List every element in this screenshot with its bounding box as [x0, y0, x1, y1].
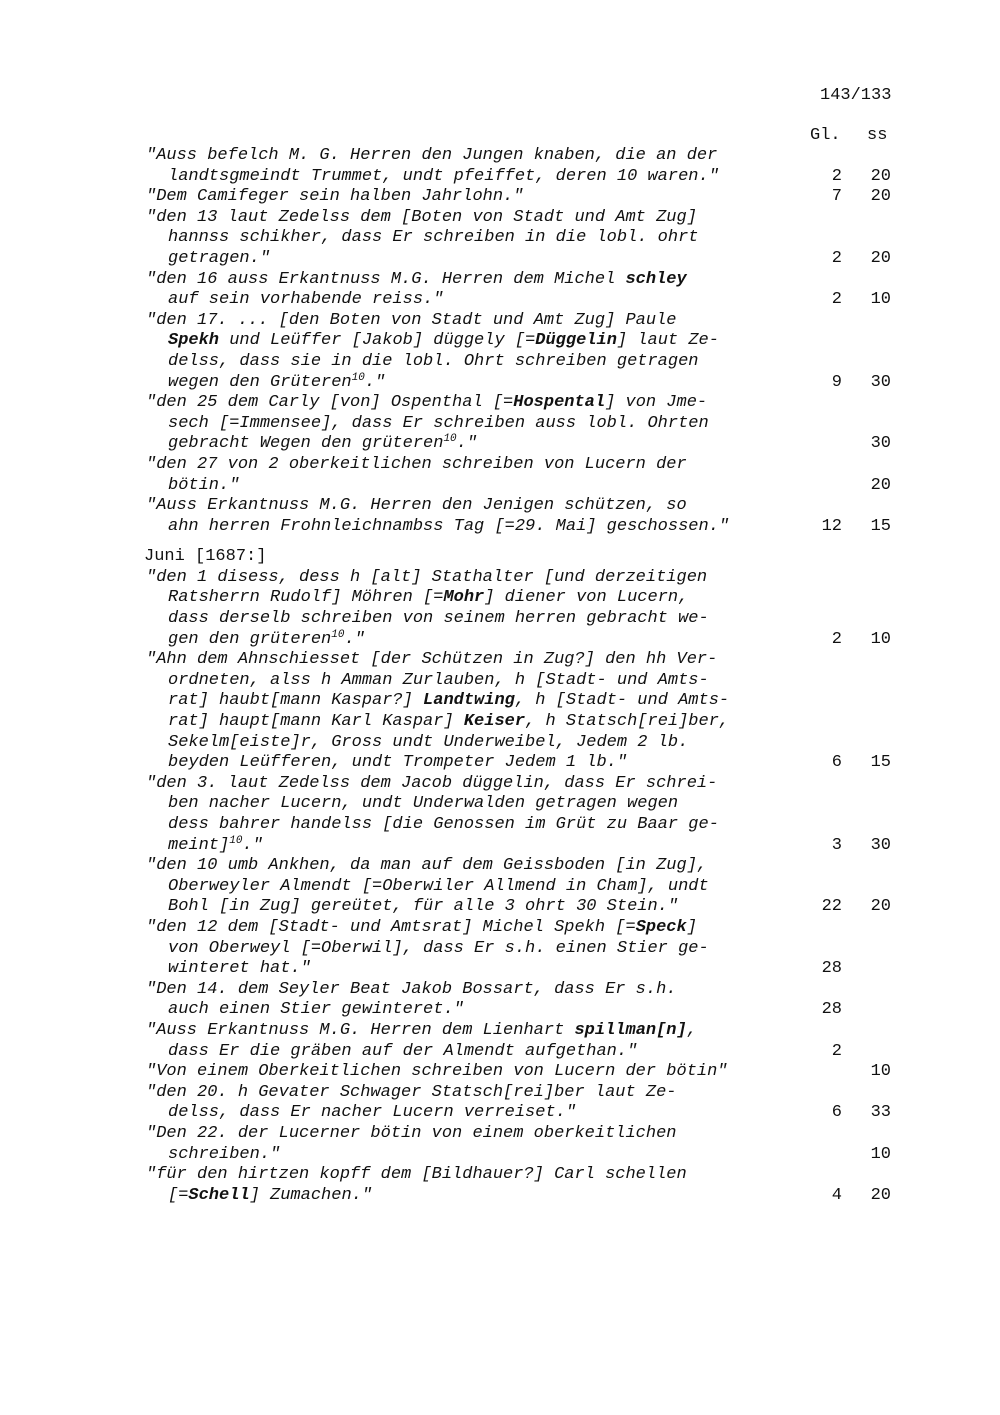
entry-line: gebracht Wegen den grüteren$^{10}$.": [168, 433, 478, 454]
entry-line: gen den grüteren$^{10}$.": [168, 628, 365, 649]
amount-gl: 2: [831, 1041, 842, 1061]
name-emphasis: Mohr: [443, 588, 485, 608]
amount-ss: 10: [870, 290, 891, 310]
entry-line: "Auss Erkantnuss M.G. Herren den Jenigen schützen, so: [146, 496, 687, 516]
entry-line: "Auss befelch M. G. Herren den Jungen knaben, die an der: [146, 146, 718, 165]
amount-gl: 12: [821, 516, 842, 536]
ledger-entry: [144, 1124, 904, 1165]
name-emphasis: Landtwing: [423, 691, 515, 711]
amount-ss: 30: [870, 434, 891, 454]
entry-line: getragen.": [168, 248, 271, 268]
entry-line: "Den 14. dem Seyler Beat Jakob Bossart, dass Er s.h.: [146, 979, 677, 999]
footnote-ref: 10: [351, 371, 365, 384]
ledger-entry: [144, 568, 904, 650]
entry-line: "den 25 dem Carly [von] Ospenthal [=Hospental] von Jme-: [146, 393, 708, 413]
amount-ss: 20: [870, 248, 891, 268]
amount-ss: 20: [870, 166, 891, 186]
ledger-entry: [144, 774, 904, 856]
amount-ss: 30: [870, 835, 891, 855]
ledger-entries: [144, 146, 904, 1206]
entry-line: delss, dass sie in die lobl. Ohrt schreiben getragen: [168, 351, 699, 371]
name-emphasis: Keiser: [463, 712, 526, 732]
column-header-ss: ss: [867, 126, 888, 145]
amount-gl: 6: [831, 1103, 842, 1123]
amount-ss: 20: [870, 897, 891, 917]
amount-gl: 2: [831, 629, 842, 649]
ledger-entry: [144, 1021, 904, 1062]
amount-gl: 2: [831, 248, 842, 268]
ledger-entry: [144, 1165, 904, 1206]
ledger-entry: [144, 311, 904, 393]
amount-gl: 4: [831, 1185, 842, 1205]
ledger-entry: [144, 650, 904, 774]
entry-line: "den 16 auss Erkantnuss M.G. Herren dem Michel schley: [146, 269, 687, 289]
entry-line: winteret hat.": [168, 959, 311, 979]
entry-line: "Ahn dem Ahnschiesset [der Schützen in Zug?] den hh Ver-: [146, 650, 718, 670]
entry-line: "den 1 disess, dess h [alt] Stathalter [und derzeitigen: [146, 567, 708, 587]
entry-line: delss, dass Er nacher Lucern verreiset.": [168, 1103, 577, 1123]
entry-line: Ratsherrn Rudolf] Möhren [=Mohr] diener von Lucern,: [168, 588, 689, 608]
entry-line: ahn herren Frohnleichnambss Tag [=29. Mai] geschossen.": [168, 516, 730, 536]
name-emphasis: Speck: [635, 917, 687, 937]
entry-line: bötin.": [168, 475, 240, 495]
section-heading: Juni [1687:]: [144, 547, 267, 567]
footnote-ref: 10: [443, 433, 457, 446]
ledger-entry: [144, 455, 904, 496]
entry-line: "den 3. laut Zedelss dem Jacob düggelin, dass Er schrei-: [146, 773, 718, 793]
amount-ss: 10: [870, 629, 891, 649]
ledger-entry: [144, 1062, 904, 1083]
amount-gl: 28: [821, 1000, 842, 1020]
entry-line: landtsgmeindt Trummet, undt pfeiffet, deren 10 waren.": [168, 166, 719, 186]
amount-gl: 2: [831, 290, 842, 310]
entry-line: sech [=Immensee], dass Er schreiben auss lobl. Ohrten: [168, 413, 709, 433]
amount-gl: 7: [831, 187, 842, 207]
entry-line: dass derselb schreiben von seinem herren gebracht we-: [168, 609, 709, 629]
entry-line: beyden Leüfferen, undt Trompeter Jedem 1 lb.": [168, 753, 628, 773]
entry-line: "Den 22. der Lucerner bötin von einem oberkeitlichen: [146, 1123, 677, 1143]
entry-line: "Von einem Oberkeitlichen schreiben von Lucern der bötin": [146, 1062, 728, 1082]
name-emphasis: Schell: [188, 1185, 250, 1205]
entry-line: wegen den Grüteren$^{10}$.": [168, 371, 386, 392]
amount-ss: 15: [870, 516, 891, 536]
ledger-entry: [144, 496, 904, 537]
ledger-entry: [144, 270, 904, 311]
ledger-entry: [144, 918, 904, 980]
entry-line: "Dem Camifeger sein halben Jahrlohn.": [146, 187, 524, 207]
ledger-entry: [144, 393, 904, 455]
ledger-entry: [144, 856, 904, 918]
ledger-entry: [144, 187, 904, 208]
footnote-ref: 10: [331, 628, 345, 641]
ledger-entry: [144, 980, 904, 1021]
entry-line: schreiben.": [168, 1144, 281, 1164]
entry-line: von Oberweyl [=Oberwil], dass Er s.h. einen Stier ge-: [168, 938, 709, 958]
entry-line: Bohl [in Zug] gereütet, für alle 3 ohrt 30 Stein.": [168, 897, 679, 917]
amount-ss: 20: [870, 187, 891, 207]
amount-gl: 2: [831, 166, 842, 186]
entry-line: "den 10 umb Ankhen, da man auf dem Geissboden [in Zug],: [146, 856, 708, 876]
entry-line: dess bahrer handelss [die Genossen im Grüt zu Baar ge-: [168, 815, 719, 834]
entry-line: "Auss Erkantnuss M.G. Herren dem Lienhart spillman[n],: [146, 1020, 697, 1040]
page-number: 143/133: [820, 86, 892, 105]
ledger-entry: [144, 208, 904, 270]
entry-line: rat] haubt[mann Kaspar?] Landtwing, h [Stadt- und Amts-: [168, 691, 730, 711]
amount-ss: 20: [870, 475, 891, 495]
footnote-ref: 10: [229, 834, 243, 847]
amount-gl: 6: [831, 753, 842, 773]
entry-line: Sekelm[eiste]r, Gross undt Underweibel, Jedem 2 lb.: [168, 732, 689, 752]
name-emphasis: Hospental: [513, 393, 606, 413]
amount-gl: 3: [831, 835, 842, 855]
amount-ss: 15: [870, 753, 891, 773]
entry-line: dass Er die gräben auf der Almendt aufgethan.": [168, 1041, 638, 1061]
entry-line: meint]$^{10}$.": [168, 834, 263, 855]
entry-line: auch einen Stier gewinteret.": [168, 1000, 464, 1020]
name-emphasis: schley: [625, 269, 687, 289]
column-header-gl: Gl.: [810, 126, 841, 145]
entry-line: "den 20. h Gevater Schwager Statsch[rei]ber laut Ze-: [146, 1082, 677, 1102]
entry-line: "den 17. ... [den Boten von Stadt und Amt Zug] Paule: [146, 310, 677, 330]
name-emphasis: Spekh: [168, 331, 220, 351]
name-emphasis: spillman[n]: [574, 1020, 687, 1040]
entry-line: Oberweyler Almendt [=Oberwiler Allmend in Cham], undt: [168, 876, 709, 896]
entry-line: Spekh und Leüffer [Jakob] düggely [=Düggelin] laut Ze-: [168, 331, 719, 351]
amount-ss: 20: [870, 1185, 891, 1205]
amount-ss: 30: [870, 372, 891, 392]
entry-line: "den 12 dem [Stadt- und Amtsrat] Michel Spekh [=Speck]: [146, 917, 697, 937]
amount-gl: 22: [821, 897, 842, 917]
amount-ss: 10: [870, 1144, 891, 1164]
entry-line: "den 13 laut Zedelss dem [Boten von Stadt und Amt Zug]: [146, 207, 697, 227]
entry-line: ben nacher Lucern, undt Underwalden getragen wegen: [168, 794, 679, 814]
amount-ss: 10: [870, 1062, 891, 1082]
entry-line: auf sein vorhabende reiss.": [168, 290, 444, 310]
amount-ss: 33: [870, 1103, 891, 1123]
amount-gl: 9: [831, 372, 842, 392]
name-emphasis: Düggelin: [535, 331, 617, 351]
ledger-entry: [144, 146, 904, 187]
entry-line: "für den hirtzen kopff dem [Bildhauer?] Carl schellen: [146, 1165, 687, 1185]
entry-line: ordneten, alss h Amman Zurlauben, h [Stadt- und Amts-: [168, 670, 709, 690]
entry-line: "den 27 von 2 oberkeitlichen schreiben von Lucern der: [146, 454, 687, 474]
ledger-entry: [144, 1083, 904, 1124]
entry-line: [=Schell] Zumachen.": [168, 1185, 373, 1205]
amount-gl: 28: [821, 959, 842, 979]
entry-line: hannss schikher, dass Er schreiben in die lobl. ohrt: [168, 228, 699, 248]
entry-line: rat] haupt[mann Karl Kaspar] Keiser, h Statsch[rei]ber,: [168, 712, 730, 732]
